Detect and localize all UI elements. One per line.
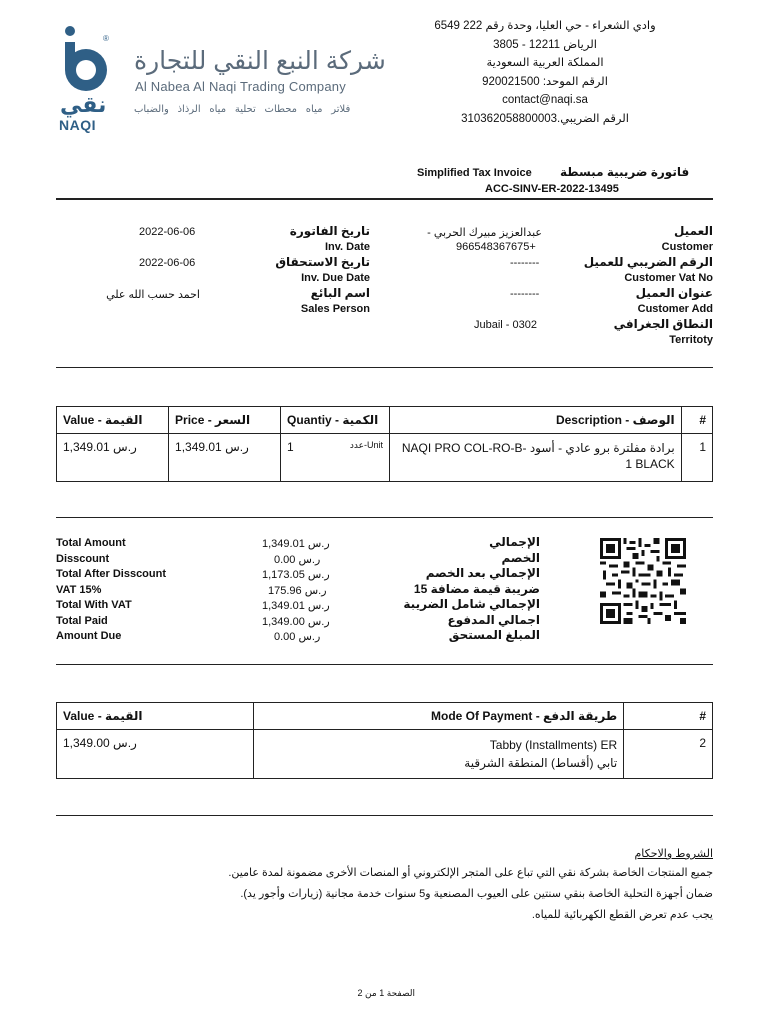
divider xyxy=(56,367,713,368)
customer-vat-label-ar: الرقم الضريبي للعميل xyxy=(583,255,713,269)
item-quantity-cell xyxy=(281,434,390,482)
total-label-ar: الإجمالي xyxy=(489,535,540,549)
total-label-en: Total Amount xyxy=(56,537,126,549)
address-line: الرقم الموحد: 920021500 xyxy=(482,75,608,88)
address-line: الرقم الضريبي.310362058800003 xyxy=(461,112,629,125)
payment-mode-arabic: تابي (أقساط) المنطقة الشرقية xyxy=(464,756,618,770)
customer-vat-label-en: Customer Vat No xyxy=(624,272,713,284)
table-header-row xyxy=(57,407,713,434)
divider xyxy=(56,517,713,518)
total-label-ar: المبلغ المستحق xyxy=(448,628,540,642)
total-label-en: VAT 15% xyxy=(56,584,102,596)
header-quantity: Quantiy - الكمية xyxy=(281,407,390,434)
item-price: ر.س 1,349.01 xyxy=(169,434,281,482)
registered-mark: ® xyxy=(103,34,109,43)
sales-person-value: احمد حسب الله علي xyxy=(106,289,200,301)
total-label-ar: ضريبة قيمة مضافة 15 xyxy=(413,582,540,596)
header-payment-number: # xyxy=(624,703,713,730)
invoice-number: ACC-SINV-ER-2022-13495 xyxy=(485,183,619,195)
header-value: Value - القيمة xyxy=(57,407,169,434)
item-description: برادة مفلترة برو عادي - أسود -NAQI PRO COL-RO-B 1 BLACK xyxy=(390,434,682,482)
company-services: فلاتر مياه محطات تحلية مياه الرذاذ والضباب xyxy=(134,104,351,115)
payment-number: 2 xyxy=(624,730,713,779)
total-value: ر.س 1,349.00 xyxy=(262,616,330,628)
total-label-ar: الإجمالي شامل الضريبة xyxy=(403,597,540,611)
invoice-date-value: 2022-06-06 xyxy=(139,226,196,238)
customer-label-ar: العميل xyxy=(673,224,713,238)
customer-phone-value: 966548367675+ xyxy=(456,241,536,253)
divider xyxy=(56,664,713,665)
customer-address-label-ar: عنوان العميل xyxy=(635,286,713,300)
payment-value: ر.س 1,349.00 xyxy=(57,730,254,779)
page-number: الصفحة 1 من 2 xyxy=(357,988,415,998)
terms-line: يجب عدم تعرض القطع الكهربائية للمياه. xyxy=(531,909,713,921)
items-table xyxy=(56,406,713,482)
address-line: 6549 وادي الشعراء - حي العليا، وحدة رقم 222 xyxy=(434,20,656,32)
terms-title: الشروط والاحكام xyxy=(634,848,713,860)
header-number: # xyxy=(681,407,712,434)
total-value: ر.س 0.00 xyxy=(274,554,321,566)
customer-address-label-en: Customer Add xyxy=(637,303,713,315)
sales-person-label-en: Sales Person xyxy=(300,303,370,315)
payment-mode-cell xyxy=(253,730,623,779)
company-name-arabic: شركة النبع النقي للتجارة xyxy=(134,47,386,75)
total-value: ر.س 175.96 xyxy=(268,585,327,597)
total-label-ar: اجمالي المدفوع xyxy=(447,613,540,627)
total-value: ر.س 1,349.01 xyxy=(262,600,330,612)
total-label-en: Total With VAT xyxy=(56,599,132,611)
item-unit: عدد-Unit xyxy=(349,440,384,450)
address-email: contact@naqi.sa xyxy=(502,94,588,107)
divider xyxy=(56,198,713,200)
total-value: ر.س 1,173.05 xyxy=(262,569,330,581)
address-line: المملكة العربية السعودية xyxy=(486,57,604,70)
company-address-block xyxy=(420,17,670,129)
total-value: ر.س 1,349.01 xyxy=(262,538,330,550)
divider xyxy=(56,815,713,816)
logo-english-text: NAQI xyxy=(59,117,96,133)
header-payment-value: Value - القيمة xyxy=(57,703,254,730)
total-label-ar: الإجمالي بعد الخصم xyxy=(425,566,540,580)
item-number: 1 xyxy=(681,434,712,482)
table-row xyxy=(57,730,713,779)
sales-person-label-ar: اسم البائع xyxy=(310,286,370,300)
total-label-en: Disscount xyxy=(56,553,110,565)
payments-table xyxy=(56,702,713,779)
invoice-date-label-en: Inv. Date xyxy=(324,241,370,253)
due-date-label-en: Inv. Due Date xyxy=(301,272,370,284)
total-label-en: Total Paid xyxy=(56,615,108,627)
payment-mode-english: Tabby (Installments) ER xyxy=(489,738,618,752)
header-payment-mode: Mode Of Payment - طريقة الدفع xyxy=(253,703,623,730)
invoice-title-english: Simplified Tax Invoice xyxy=(417,167,532,179)
total-label-en: Amount Due xyxy=(56,630,122,642)
header-price: Price - السعر xyxy=(169,407,281,434)
customer-vat-value: -------- xyxy=(510,257,540,269)
invoice-title-arabic: فاتورة ضريبية مبسطة xyxy=(560,165,690,179)
total-label-en: Total After Disscount xyxy=(56,568,167,580)
invoice-date-label-ar: تاريخ الفاتورة xyxy=(289,224,370,238)
total-value: ر.س 0.00 xyxy=(274,631,321,643)
territory-label-ar: النطاق الجغرافي xyxy=(613,317,713,331)
customer-name-value: عبدالعزيز مبيرك الحربي - xyxy=(427,227,542,239)
territory-value: Jubail - 0302 xyxy=(474,319,537,331)
territory-label-en: Territoty xyxy=(669,334,713,346)
qr-code-icon xyxy=(598,538,688,624)
due-date-label-ar: تاريخ الاستحقاق xyxy=(275,255,370,269)
due-date-value: 2022-06-06 xyxy=(139,257,196,269)
company-name-english: Al Nabea Al Naqi Trading Company xyxy=(135,79,346,94)
item-value: ر.س 1,349.01 xyxy=(57,434,169,482)
item-quantity: 1 xyxy=(287,440,294,454)
terms-line: ضمان أجهزة التحلية الخاصة بنقي سنتين على العيوب المصنعية و5 سنوات خدمة مجانية (زيارات وأجور يد). xyxy=(240,888,713,900)
terms-line: جميع المنتجات الخاصة بشركة نقي التي تباع على المتجر الإلكتروني أو المنصات الأخرى مضمونة لمدة عامين. xyxy=(228,867,713,879)
logo-arabic-text: نقي xyxy=(60,92,107,117)
table-row xyxy=(57,434,713,482)
total-label-ar: الخصم xyxy=(501,551,540,565)
customer-address-value: -------- xyxy=(510,288,540,300)
header-description: Description - الوصف xyxy=(390,407,682,434)
customer-label-en: Customer xyxy=(661,241,713,253)
table-header-row xyxy=(57,703,713,730)
address-line: الرياض 12211 - 3805 xyxy=(493,38,597,51)
